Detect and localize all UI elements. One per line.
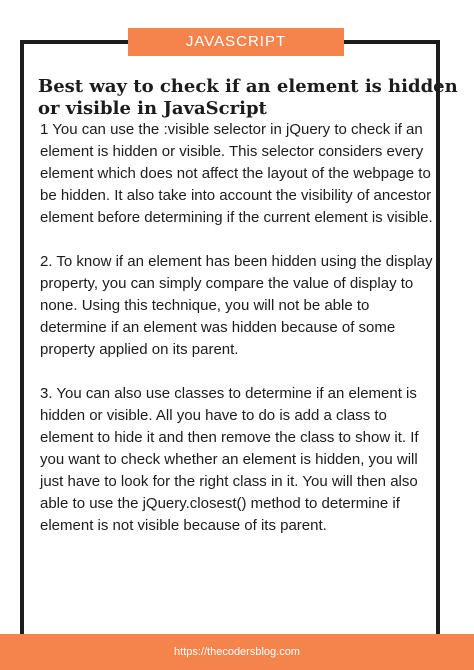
paragraph-2: 2. To know if an element has been hidden using the display property, you can simply compare the value of display to none. Using this technique, you will not be able to determine if an element was hidden because of some property applied on its parent. — [40, 253, 433, 358]
footer-url: https://thecodersblog.com — [174, 646, 300, 658]
category-tag: JAVASCRIPT — [128, 28, 344, 56]
article-body — [40, 119, 440, 537]
page-title: Best way to check if an element is hidden or visible in JavaScript — [38, 76, 458, 119]
footer-bar — [0, 634, 474, 670]
paragraph-3: 3. You can also use classes to determine if an element is hidden or visible. All you have to do is add a class to element to hide it and then remove the class to show it. If you want to check whether an element is hidden, you will just have to look for the right class in it. You will then also able to use the jQuery.closest() method to determine if element is not visible because of its parent. — [40, 385, 419, 534]
paragraph-1: 1 You can use the :visible selector in jQuery to check if an element is hidden or visible. This selector considers every element which does not affect the layout of the webpage to be hidden. It also take into account the visibility of ancestor element before determining if the current element is visible. — [40, 121, 433, 226]
